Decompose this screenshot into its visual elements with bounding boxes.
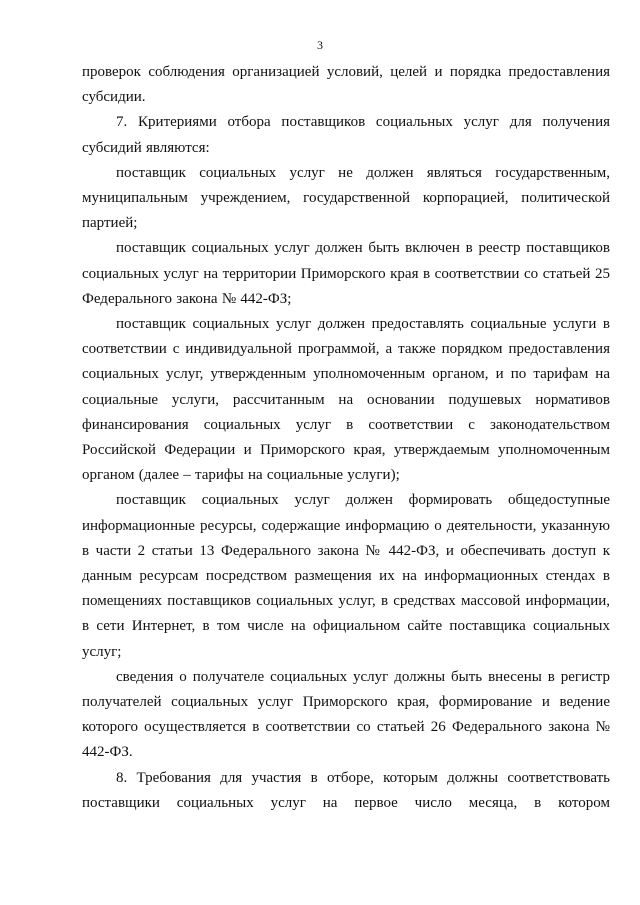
paragraph-continuation: проверок соблюдения организацией условий, целей и порядка предоставления субсидии. <box>82 64 610 106</box>
paragraph-criterion-individual-program: поставщик социальных услуг должен предоставлять социальные услуги в соответствии с индивидуальной программой, а также порядком предоставления социальных услуг, утвержденным уполномоченным органом, и по тарифам на социальные услуги, рассчитанным на основании подушевых нормативов финансирования социальных услуг в соответствии с законодательством Российской Федерации и Приморского края, утверждаемым уполномоченным органом (далее – тарифы на социальные услуги); <box>82 316 610 484</box>
document-body <box>82 60 610 816</box>
paragraph-criterion-recipient-register: сведения о получателе социальных услуг должны быть внесены в регистр получателей социальных услуг Приморского края, формирование и ведение которого осуществляется в соответствии со статьей 26 Федерального закона № 442-ФЗ. <box>82 668 610 761</box>
paragraph-criterion-not-state: поставщик социальных услуг не должен являться государственным, муниципальным учреждением, государственной корпорацией, политической партией; <box>82 164 610 232</box>
paragraph-criterion-information-resources: поставщик социальных услуг должен формировать общедоступные информационные ресурсы, содержащие информацию о деятельности, указанную в части 2 статьи 13 Федерального закона № 442-ФЗ, и обеспечивать доступ к данным ресурсам посредством размещения их на информационных стендах в помещениях поставщиков социальных услуг, в средствах массовой информации, в сети Интернет, в том числе на официальном сайте поставщика социальных услуг; <box>82 492 610 660</box>
paragraph-item-7: 7. Критериями отбора поставщиков социальных услуг для получения субсидий являются: <box>82 114 610 156</box>
paragraph-criterion-registry: поставщик социальных услуг должен быть включен в реестр поставщиков социальных услуг на территории Приморского края в соответствии со статьей 25 Федерального закона № 442-ФЗ; <box>82 240 610 307</box>
paragraph-item-8: 8. Требования для участия в отборе, которым должны соответствовать поставщики социальных услуг на первое число месяца, в котором <box>82 769 610 811</box>
page-number: 3 <box>317 38 323 52</box>
